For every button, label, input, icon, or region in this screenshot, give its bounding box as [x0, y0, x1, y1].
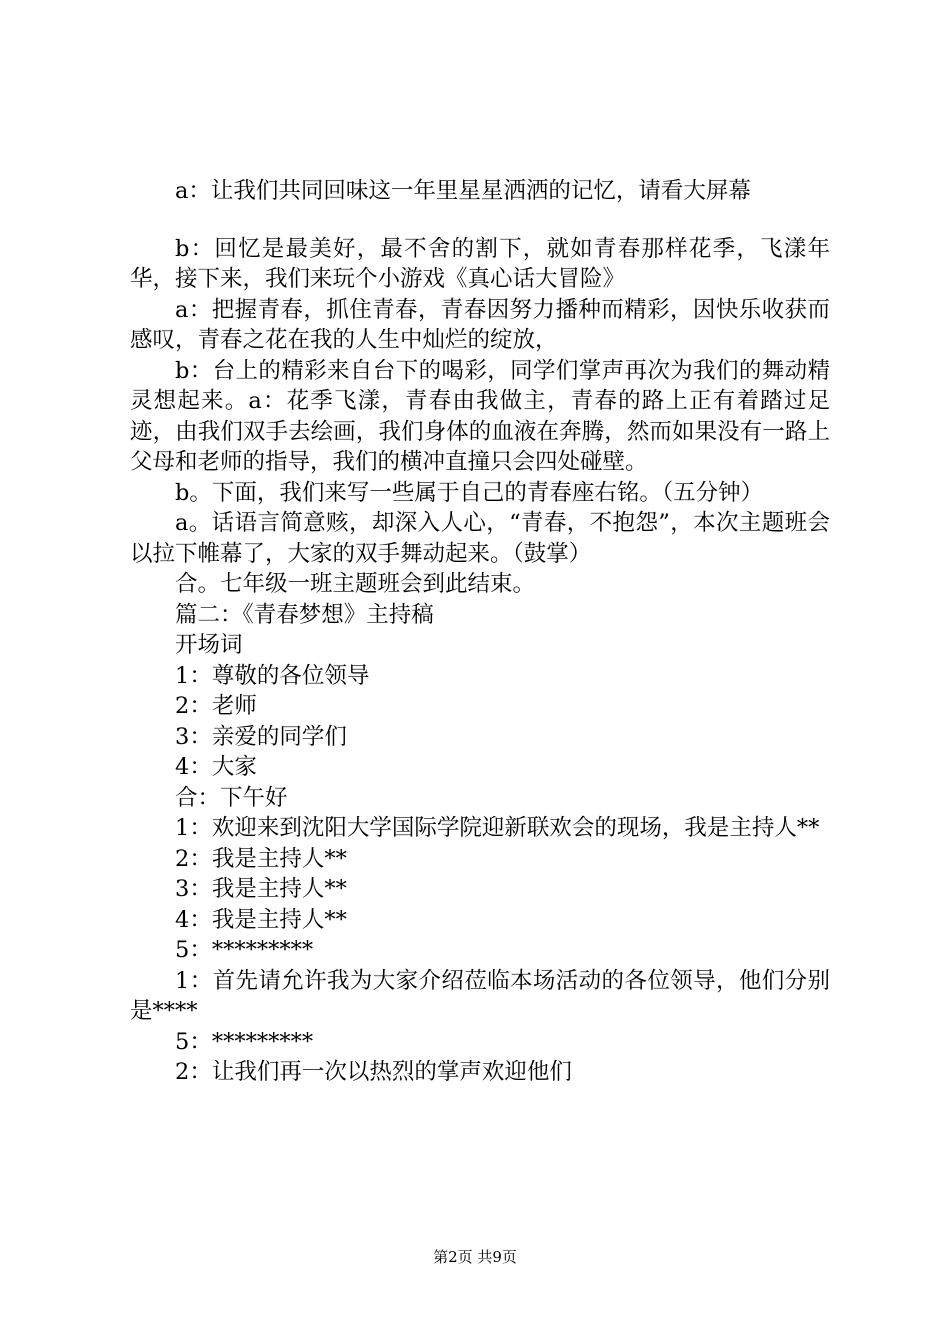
paragraph: b：回忆是最美好，最不舍的割下，就如青春那样花季，飞漾年华，接下来，我们来玩个小游戏《真心话大冒险》: [130, 235, 830, 292]
paragraph: 3：亲爱的同学们: [175, 723, 347, 750]
paragraph: a。话语言简意赅，却深入人心，“青春，不抱怨”，本次主题班会以拉下帷幕了，大家的双手舞动起来。（鼓掌）: [130, 510, 830, 567]
subsection-title: 开场词: [175, 632, 243, 658]
paragraph: 2：让我们再一次以热烈的掌声欢迎他们: [175, 1059, 572, 1085]
section-title: 篇二：《青春梦想》主持稿: [175, 601, 434, 628]
paragraph: 合。七年级一班主题班会到此结束。: [175, 571, 536, 597]
paragraph: 5：*********: [175, 937, 314, 963]
paragraph: 1：尊敬的各位领导: [175, 662, 370, 689]
paragraph: 3：我是主持人**: [175, 876, 347, 902]
paragraph: 合：下午好: [175, 784, 288, 811]
document-body: [130, 176, 830, 1088]
paragraph: a：把握青春，抓住青春，青春因努力播种而精彩，因快乐收获而感叹，青春之花在我的人生中灿烂的绽放，: [130, 296, 830, 353]
paragraph: a：让我们共同回味这一年里星星洒洒的记忆，请看大屏幕: [175, 178, 751, 204]
paragraph: 4：大家: [175, 754, 257, 780]
paragraph: 4：我是主持人**: [175, 906, 347, 933]
paragraph: 2：我是主持人**: [175, 845, 347, 872]
paragraph: 1：首先请允许我为大家介绍莅临本场活动的各位领导，他们分别是****: [130, 967, 830, 1024]
paragraph: 5：*********: [175, 1028, 314, 1055]
paragraph: 1：欢迎来到沈阳大学国际学院迎新联欢会的现场，我是主持人**: [175, 815, 820, 841]
page-footer: 第2页 共9页: [433, 1248, 517, 1266]
paragraph: 2：老师: [175, 693, 257, 719]
paragraph: b：台上的精彩来自台下的喝彩，同学们掌声再次为我们的舞动精灵想起来。a：花季飞漾，青春由我做主，青春的路上正有着踏过足迹，由我们双手去绘画，我们身体的血液在奔腾，然而如果没有一路上父母和老师的指导，我们的横冲直撞只会四处碰壁。: [130, 357, 830, 475]
paragraph: b。下面，我们来写一些属于自己的青春座右铭。（五分钟）: [175, 479, 764, 506]
